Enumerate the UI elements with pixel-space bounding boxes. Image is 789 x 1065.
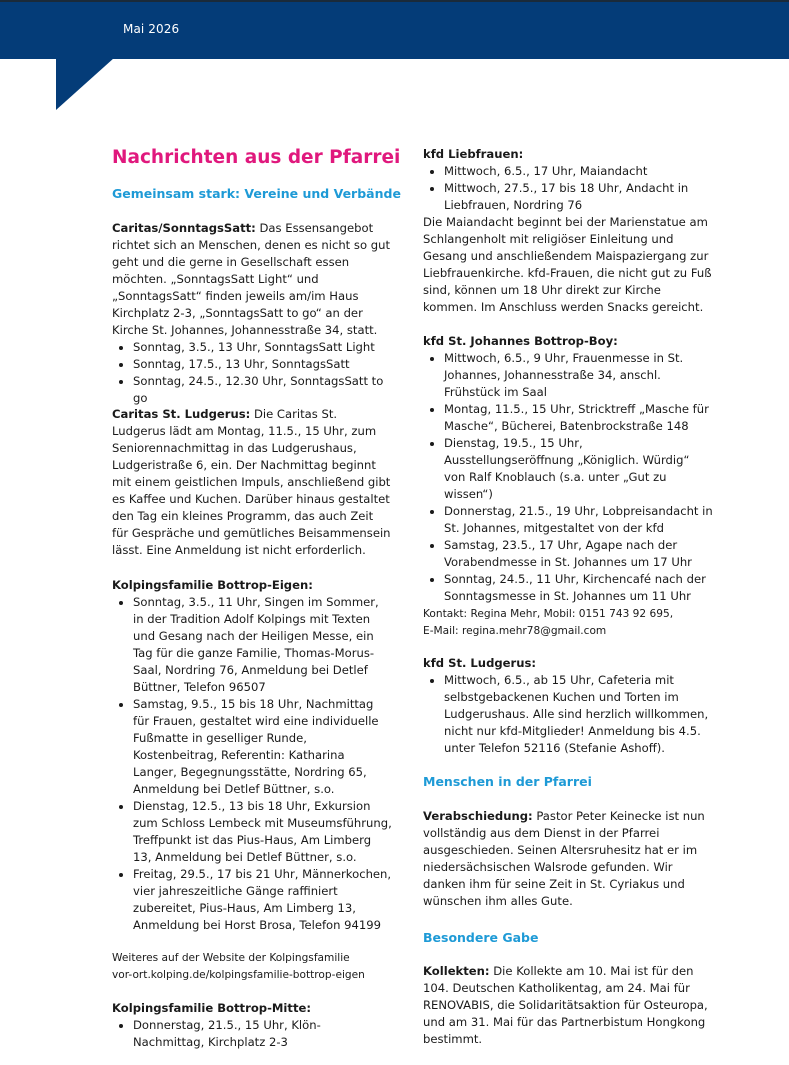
list-item: • Sonntag, 24.5., 11 Uhr, Kirchencafé nach der Sonntagsmesse in St. Johannes um 11 Uhr bbox=[444, 571, 713, 605]
contact-email[interactable]: E-Mail: regina.mehr78@gmail.com bbox=[423, 625, 607, 637]
website-note-line: Weiteres auf der Website der Kolpingsfamilie bbox=[112, 952, 350, 964]
article-kolping-eigen bbox=[112, 577, 392, 934]
header-bar bbox=[0, 0, 789, 59]
list-item: • Freitag, 29.5., 17 bis 21 Uhr, Männerkochen, vier jahreszeitliche Gänge raffiniert zubereitet, Pius-Haus, Am Limberg 13, Anmeldung bei Horst Brosa, Telefon 94199 bbox=[133, 866, 392, 934]
header-corner-decoration bbox=[56, 58, 114, 110]
event-list bbox=[112, 1017, 392, 1051]
article-kfd-ludgerus bbox=[423, 655, 713, 757]
article-label: Caritas/SonntagsSatt: bbox=[112, 221, 256, 235]
article-label: Kolpingsfamilie Bottrop-Eigen: bbox=[112, 578, 313, 592]
list-item: • Sonntag, 3.5., 11 Uhr, Singen im Sommer, in der Tradition Adolf Kolpings mit Texten und Gesang nach der Heiligen Messe, ein Tag für die ganze Familie, Thomas-Morus-Saal, Nordring 76, Anmeldung bei Detlef Büttner, Telefon 96507 bbox=[133, 594, 392, 696]
list-item: • Donnerstag, 21.5., 19 Uhr, Lobpreisandacht in St. Johannes, mitgestaltet von der kfd bbox=[444, 503, 713, 537]
list-item: • Sonntag, 17.5., 13 Uhr, SonntagsSatt bbox=[133, 356, 392, 373]
list-item: • Sonntag, 24.5., 12.30 Uhr, SonntagsSatt to go bbox=[133, 373, 392, 407]
article-label: Kolpingsfamilie Bottrop-Mitte: bbox=[112, 1001, 311, 1015]
article-text: Die Caritas St. Ludgerus lädt am Montag, 11.5., 15 Uhr, zum Seniorennachmittag in das Ludgerushaus, Ludgeristraße 6, ein. Der Nachmittag beginnt mit einem geistlichen Impuls, anschließend gibt es Kaffee und Kuchen. Darüber hinaus gestaltet den Tag ein kleines Programm, das auch Zeit für Gespräche und gemütliches Beisammensein lässt. Eine Anmeldung ist nicht erforderlich. bbox=[112, 407, 391, 557]
kolping-website-note bbox=[112, 950, 402, 984]
kfd-contact bbox=[423, 606, 723, 640]
article-kfd-johannes bbox=[423, 333, 713, 605]
article-caritas-ludgerus bbox=[112, 406, 392, 559]
article-text: Die Maiandacht beginnt bei der Marienstatue am Schlangenholt mit religiöser Einleitung und Gesang und anschließendem Maispaziergang zur Liebfrauenkirche. kfd-Frauen, die nicht gut zu Fuß sind, können um 18 Uhr direkt zur Kirche kommen. Im Anschluss werden Snacks gereicht. bbox=[423, 215, 712, 314]
article-text: Das Essensangebot richtet sich an Menschen, denen es nicht so gut geht und die gerne in Gesellschaft essen möchten. „SonntagsSatt Light“ und „SonntagsSatt“ finden jeweils am/im Haus Kirchplatz 2-3, „SonntagsSatt to go“ an der Kirche St. Johannes, Johannesstraße 34, statt. bbox=[112, 221, 390, 337]
list-item: • Mittwoch, 6.5., ab 15 Uhr, Cafeteria mit selbstgebackenen Kuchen und Torten im Ludgerushaus. Alle sind herzlich willkommen, nicht nur kfd-Mitglieder! Anmeldung bis 4.5. unter Telefon 52116 (Stefanie Ashoff). bbox=[444, 672, 713, 757]
list-item: • Dienstag, 19.5., 15 Uhr, Ausstellungseröffnung „Königlich. Würdig“ von Ralf Knoblauch (s.a. unter „Gut zu wissen“) bbox=[444, 435, 713, 503]
article-kollekten bbox=[423, 963, 713, 1048]
article-text: Die Kollekte am 10. Mai ist für den 104. Deutschen Katholikentag, am 24. Mai für RENOVABIS, die Solidaritätsaktion für Osteuropa, und am 31. Mai für das Partnerbistum Hongkong bestimmt. bbox=[423, 964, 708, 1046]
section-heading-menschen: Menschen in der Pfarrei bbox=[423, 774, 592, 789]
list-item: • Mittwoch, 27.5., 17 bis 18 Uhr, Andacht in Liebfrauen, Nordring 76 bbox=[444, 180, 713, 214]
event-list bbox=[112, 339, 392, 407]
section-heading-gabe: Besondere Gabe bbox=[423, 930, 539, 945]
article-caritas-sonntagssatt bbox=[112, 220, 392, 407]
list-item: • Dienstag, 12.5., 13 bis 18 Uhr, Exkursion zum Schloss Lembeck mit Museumsführung, Treffpunkt ist das Pius-Haus, Am Limberg 13, Anmeldung bei Detlef Büttner, s.o. bbox=[133, 798, 392, 866]
article-kolping-mitte bbox=[112, 1000, 392, 1051]
article-text: Pastor Peter Keinecke ist nun vollständig aus dem Dienst in der Pfarrei ausgeschieden. Seinen Altersruhesitz hat er im niedersächsischen Walsrode gefunden. Wir danken ihm für seine Zeit in St. Cyriakus und wünschen ihm alles Gute. bbox=[423, 809, 705, 908]
page-title: Nachrichten aus der Pfarrei bbox=[112, 147, 401, 168]
event-list bbox=[112, 594, 392, 934]
paragraph bbox=[423, 963, 713, 1048]
paragraph bbox=[112, 220, 392, 339]
article-label: Kollekten: bbox=[423, 964, 490, 978]
article-label: Caritas St. Ludgerus: bbox=[112, 407, 251, 421]
list-item: • Mittwoch, 6.5., 17 Uhr, Maiandacht bbox=[444, 163, 713, 180]
paragraph bbox=[423, 808, 713, 910]
article-label: Verabschiedung: bbox=[423, 809, 533, 823]
article-kfd-liebfrauen bbox=[423, 146, 713, 316]
paragraph bbox=[112, 406, 392, 559]
event-list bbox=[423, 672, 713, 757]
event-list bbox=[423, 350, 713, 605]
contact-line: Kontakt: Regina Mehr, Mobil: 0151 743 92 695, bbox=[423, 608, 674, 620]
article-verabschiedung bbox=[423, 808, 713, 910]
article-label: kfd St. Johannes Bottrop-Boy: bbox=[423, 334, 618, 348]
list-item: • Samstag, 9.5., 15 bis 18 Uhr, Nachmittag für Frauen, gestaltet wird eine individuelle Fußmatte in geselliger Runde, Kostenbeitrag, Referentin: Katharina Langer, Begegnungsstätte, Nordring 65, Anmeldung bei Detlef Büttner, s.o. bbox=[133, 696, 392, 798]
issue-date: Mai 2026 bbox=[123, 22, 180, 36]
article-label: kfd St. Ludgerus: bbox=[423, 656, 537, 670]
website-url[interactable]: vor-ort.kolping.de/kolpingsfamilie-bottrop-eigen bbox=[112, 969, 365, 981]
list-item: • Donnerstag, 21.5., 15 Uhr, Klön-Nachmittag, Kirchplatz 2-3 bbox=[133, 1017, 392, 1051]
list-item: • Mittwoch, 6.5., 9 Uhr, Frauenmesse in St. Johannes, Johannesstraße 34, anschl. Frühstück im Saal bbox=[444, 350, 713, 401]
list-item: • Montag, 11.5., 15 Uhr, Stricktreff „Masche für Masche“, Bücherei, Batenbrockstraße 148 bbox=[444, 401, 713, 435]
event-list bbox=[423, 163, 713, 214]
article-label: kfd Liebfrauen: bbox=[423, 147, 524, 161]
list-item: • Samstag, 23.5., 17 Uhr, Agape nach der Vorabendmesse in St. Johannes um 17 Uhr bbox=[444, 537, 713, 571]
section-heading-vereine: Gemeinsam stark: Vereine und Verbände bbox=[112, 186, 401, 201]
list-item: • Sonntag, 3.5., 13 Uhr, SonntagsSatt Light bbox=[133, 339, 392, 356]
